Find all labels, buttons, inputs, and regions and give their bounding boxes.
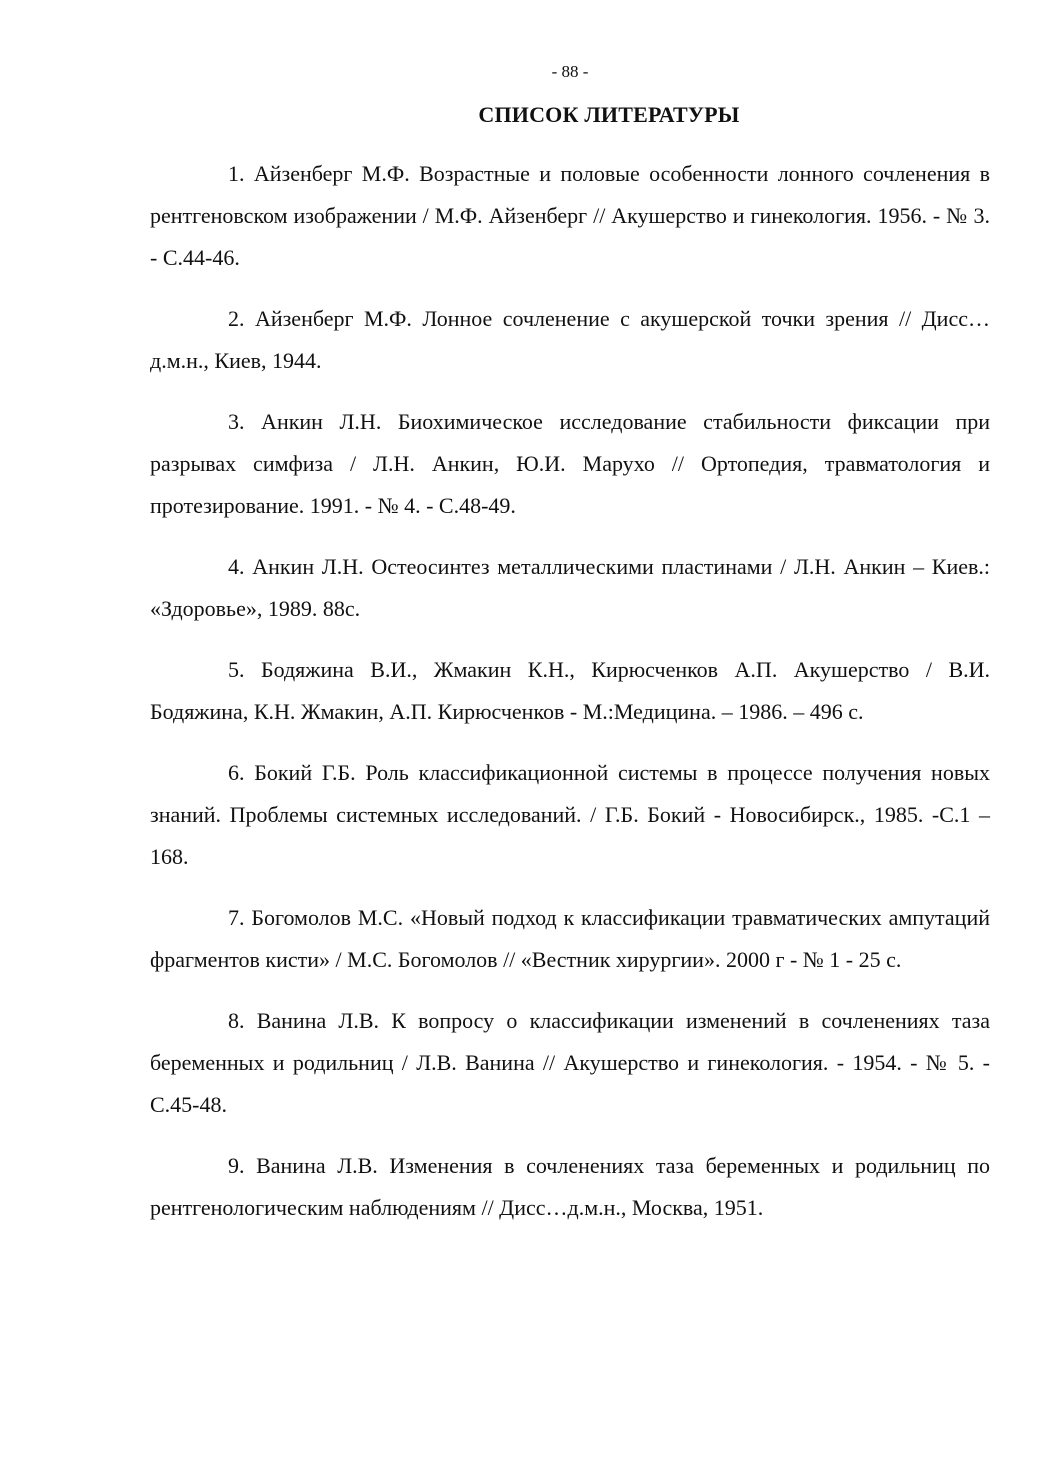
page-number: - 88 - xyxy=(551,62,589,81)
reference-item-2: 2. Айзенберг М.Ф. Лонное сочленение с акушерской точки зрения // Дисс…д.м.н., Киев, 1944. xyxy=(150,306,990,373)
reference-item-1: 1. Айзенберг М.Ф. Возрастные и половые особенности лонного сочленения в рентгеновском изображении / М.Ф. Айзенберг // Акушерство и гинекология. 1956. - № 3. - С.44-46. xyxy=(150,161,990,270)
reference-item-9: 9. Ванина Л.В. Изменения в сочленениях таза беременных и родильниц по рентгенологическим наблюдениям // Дисс…д.м.н., Москва, 1951. xyxy=(150,1153,990,1220)
reference-item-4: 4. Анкин Л.Н. Остеосинтез металлическими пластинами / Л.Н. Анкин – Киев.: «Здоровье», 1989. 88с. xyxy=(150,554,990,621)
page-title: СПИСОК ЛИТЕРАТУРЫ xyxy=(478,102,740,127)
reference-list xyxy=(150,153,990,1248)
reference-item-6: 6. Бокий Г.Б. Роль классификационной системы в процессе получения новых знаний. Проблемы системных исследований. / Г.Б. Бокий - Новосибирск., 1985. -С.1 – 168. xyxy=(150,760,990,869)
reference-item-7: 7. Богомолов М.С. «Новый подход к классификации травматических ампутаций фрагментов кисти» / М.С. Богомолов // «Вестник хирургии». 2000 г - № 1 - 25 с. xyxy=(150,905,990,972)
reference-item-5: 5. Бодяжина В.И., Жмакин К.Н., Кирюсченков А.П. Акушерство / В.И. Бодяжина, К.Н. Жмакин, А.П. Кирюсченков - М.:Медицина. – 1986. – 496 с. xyxy=(150,657,990,724)
reference-item-3: 3. Анкин Л.Н. Биохимическое исследование стабильности фиксации при разрывах симфиза / Л.Н. Анкин, Ю.И. Марухо // Ортопедия, травматология и протезирование. 1991. - № 4. - С.48-49. xyxy=(150,409,990,518)
reference-item-8: 8. Ванина Л.В. К вопросу о классификации изменений в сочленениях таза беременных и родильниц / Л.В. Ванина // Акушерство и гинекология. - 1954. - № 5. - С.45-48. xyxy=(150,1008,990,1117)
